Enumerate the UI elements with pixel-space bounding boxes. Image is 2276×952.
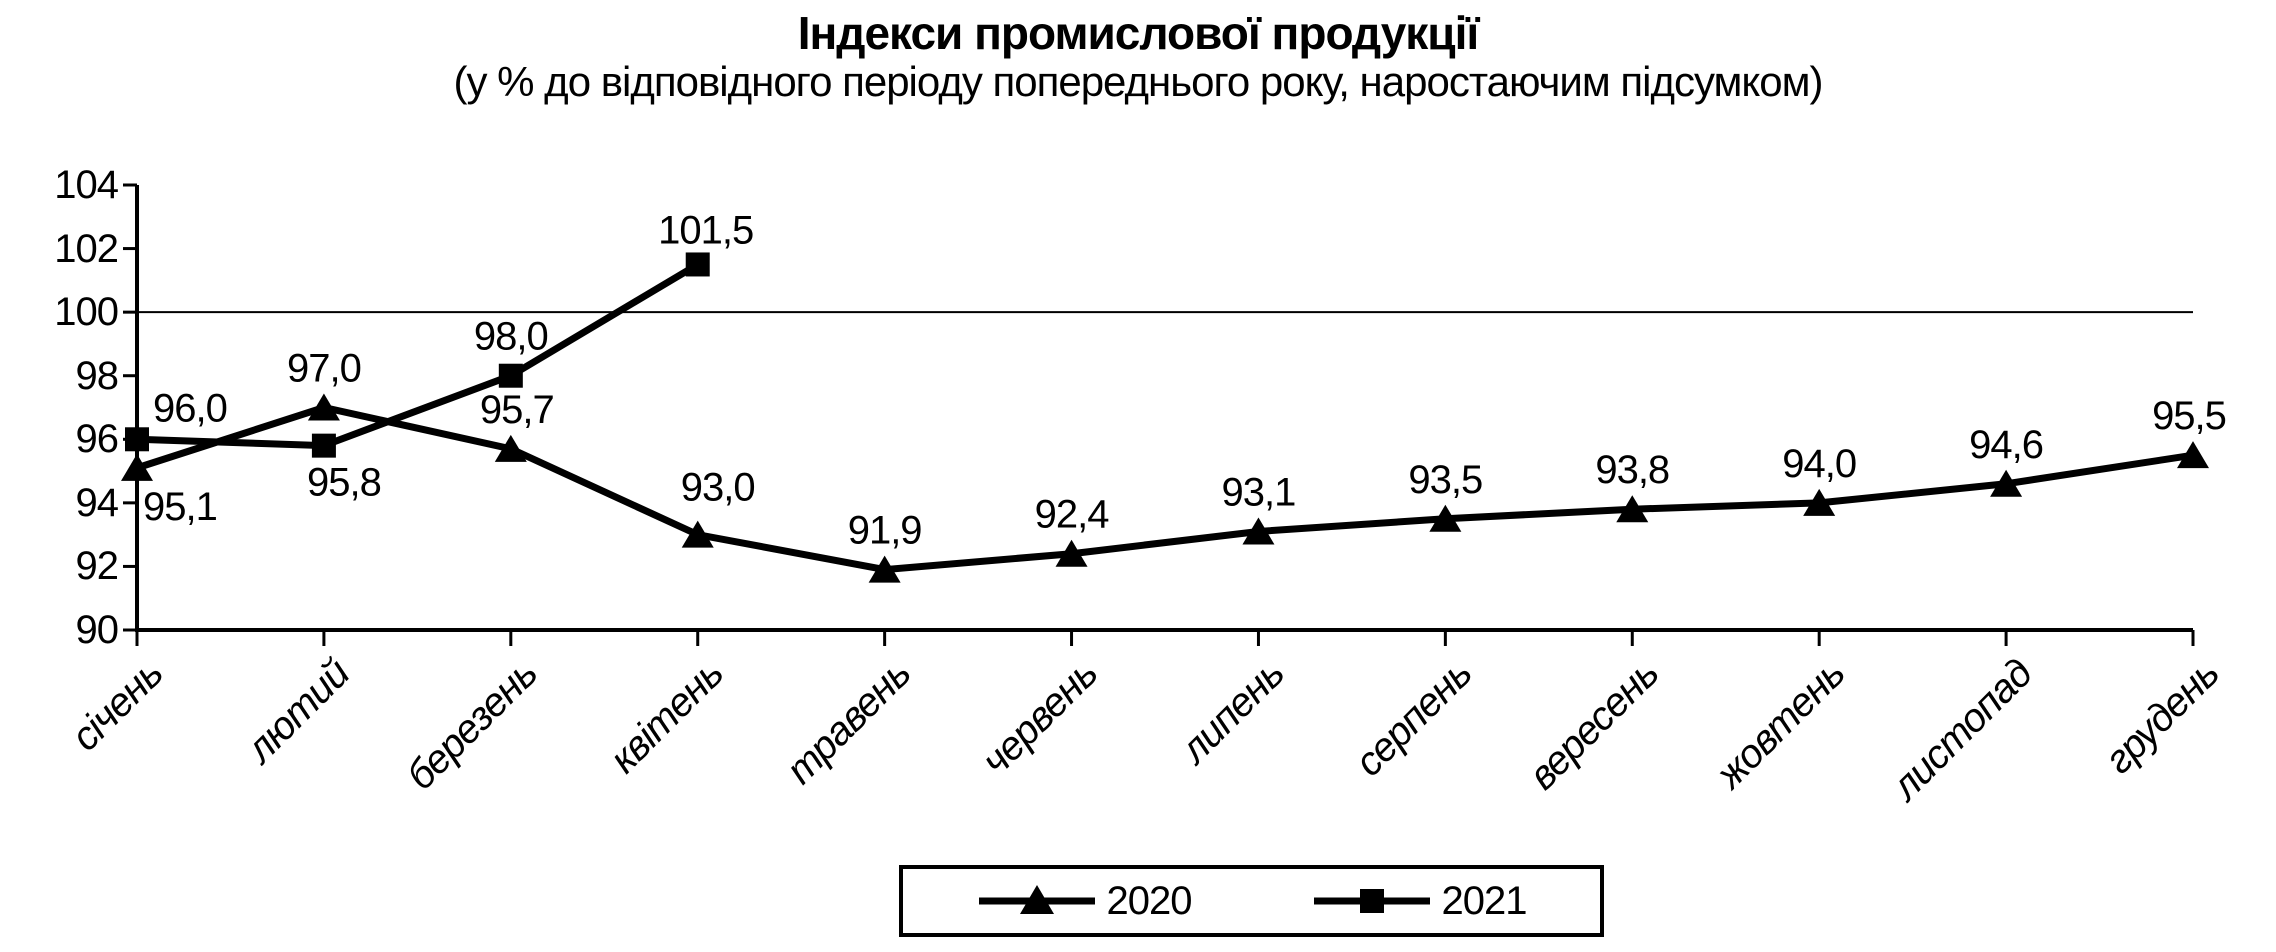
data-label-2020-жовтень: 94,0: [1782, 441, 1857, 486]
data-label-2020-червень: 92,4: [1034, 492, 1109, 537]
x-axis-label-січень: січень: [63, 651, 172, 760]
data-label-2020-січень: 95,1: [143, 484, 217, 529]
chart-title: Індекси промислової продукції: [797, 7, 1479, 59]
x-axis-label-липень: липень: [1172, 651, 1293, 772]
data-label-2020-березень: 95,7: [479, 387, 554, 432]
data-label-2020-вересень: 93,8: [1595, 448, 1670, 493]
data-label-2021-січень: 96,0: [153, 386, 227, 431]
data-label-2021-лютий: 95,8: [306, 460, 381, 505]
x-axis-label-травень: травень: [777, 651, 920, 793]
x-axis-label-листопад: листопад: [1883, 651, 2041, 809]
y-axis-tick-label: 104: [54, 163, 118, 207]
square-marker-icon: [1312, 879, 1432, 923]
y-axis-tick-label: 102: [54, 226, 118, 271]
data-point-2021-лютий[interactable]: [312, 434, 336, 458]
series-line-2020: [137, 408, 2193, 570]
y-axis-tick-label: 92: [75, 544, 118, 589]
x-axis-label-грудень: грудень: [2096, 651, 2228, 783]
legend: [899, 865, 1604, 937]
data-label-2021-квітень: 101,5: [658, 208, 754, 253]
legend-label-2020: 2020: [1106, 879, 1192, 923]
data-label-2020-серпень: 93,5: [1408, 457, 1483, 502]
data-label-2020-травень: 91,9: [847, 508, 922, 553]
data-label-2021-березень: 98,0: [473, 314, 548, 359]
data-point-2021-квітень[interactable]: [686, 252, 710, 276]
data-point-2021-січень[interactable]: [125, 427, 149, 451]
data-label-2020-листопад: 94,6: [1969, 422, 2044, 467]
x-axis-label-березень: березень: [397, 651, 546, 799]
y-axis-tick-label: 96: [75, 417, 118, 462]
x-axis-label-лютий: лютий: [238, 651, 359, 772]
legend-entry-2020: [977, 879, 1192, 923]
x-axis-label-серпень: серпень: [1346, 651, 1480, 785]
data-label-2020-грудень: 95,5: [2152, 394, 2226, 439]
y-axis-tick-label: 90: [75, 608, 118, 652]
x-axis-label-червень: червень: [973, 651, 1106, 784]
y-axis-tick-label: 94: [75, 480, 118, 525]
x-axis-label-жовтень: жовтень: [1708, 651, 1854, 797]
y-axis-tick-label: 98: [75, 353, 118, 398]
y-axis-tick-label: 100: [54, 290, 118, 335]
chart-subtitle: (у % до відповідного періоду попереднього року, наростаючим підсумком): [453, 58, 1823, 105]
data-label-2020-квітень: 93,0: [680, 465, 755, 510]
data-label-2020-лютий: 97,0: [286, 346, 361, 391]
legend-label-2021: 2021: [1441, 879, 1527, 923]
data-label-2020-липень: 93,1: [1221, 470, 1296, 515]
data-point-2021-березень[interactable]: [499, 364, 523, 388]
triangle-marker-icon: [977, 879, 1097, 923]
legend-entry-2021: [1312, 879, 1527, 923]
x-axis-label-квітень: квітень: [601, 651, 733, 782]
x-axis-label-вересень: вересень: [1519, 651, 1667, 799]
